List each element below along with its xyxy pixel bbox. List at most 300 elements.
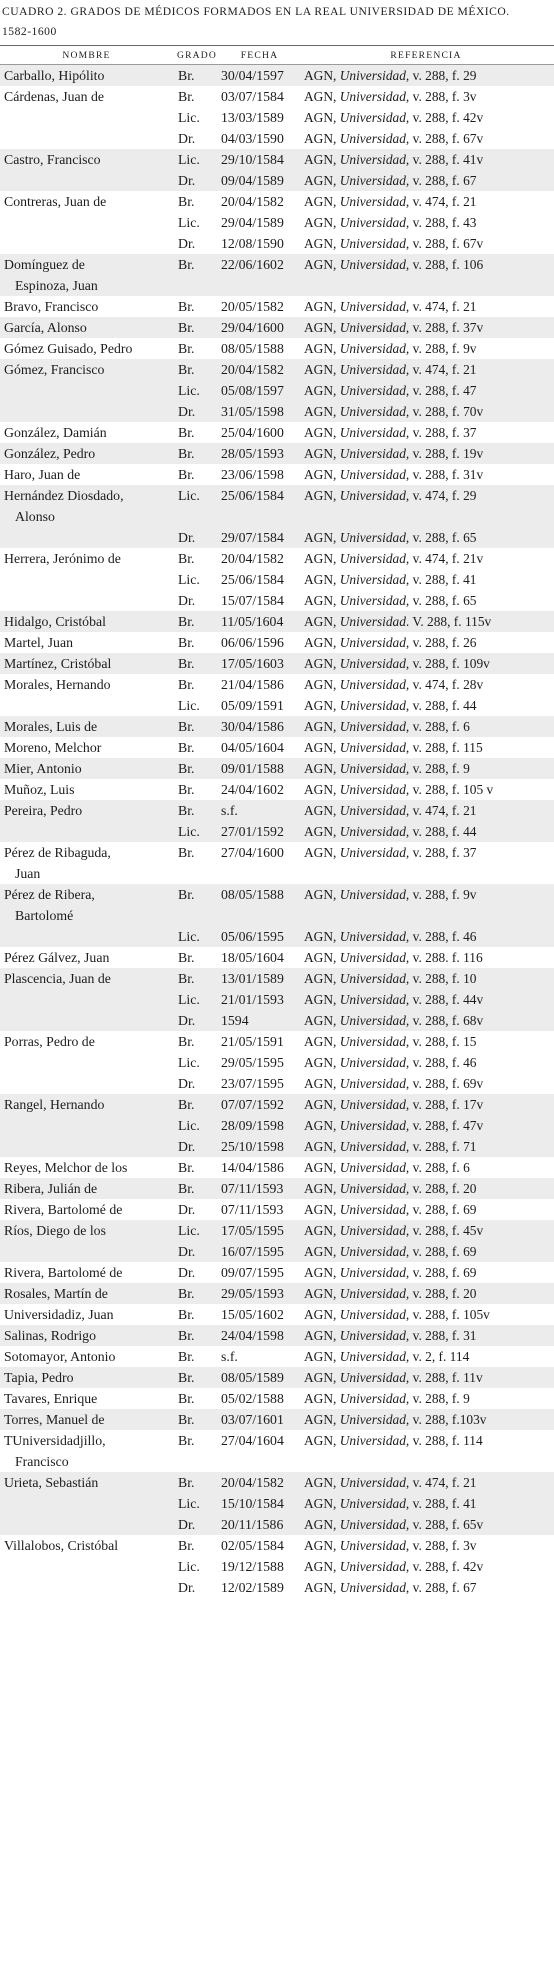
reference-fund: Universidad — [339, 446, 406, 461]
reference-archive: AGN, — [304, 677, 340, 692]
reference-archive: AGN, — [304, 1118, 340, 1133]
physician-name — [0, 1094, 173, 1115]
date-cell: 06/06/1596 — [221, 635, 284, 650]
date-cell: 20/04/1582 — [221, 362, 284, 377]
reference-cell — [298, 464, 554, 485]
physician-name — [0, 317, 173, 338]
reference-archive: AGN, — [304, 341, 340, 356]
date-cell: 25/04/1600 — [221, 425, 284, 440]
reference-volume-folio: , v. 288, f. 20 — [405, 1181, 477, 1196]
reference-volume-folio: , v. 288, f. 65v — [405, 1517, 484, 1532]
degree-cell: Lic. — [178, 1055, 200, 1070]
reference-cell — [298, 611, 554, 632]
reference-volume-folio: , v. 474, f. 21 — [405, 299, 477, 314]
reference-volume-folio: , v. 288, f. 105 v — [405, 782, 494, 797]
reference-fund: Universidad — [339, 593, 406, 608]
reference-cell — [298, 401, 554, 422]
table-row — [0, 464, 554, 485]
date-cell: 31/05/1598 — [221, 404, 284, 419]
reference-volume-folio: , v. 288, f. 69 — [405, 1244, 477, 1259]
reference-archive: AGN, — [304, 1391, 340, 1406]
physician-name — [0, 1409, 173, 1430]
reference-cell — [298, 65, 554, 86]
reference-fund: Universidad — [339, 929, 406, 944]
degree-cell: Br. — [178, 1433, 195, 1448]
table-row — [0, 317, 554, 338]
degree-cell: Br. — [178, 635, 195, 650]
degree-cell: Dr. — [178, 530, 196, 545]
physician-name — [0, 674, 173, 695]
name-line: Castro, Francisco — [4, 152, 101, 167]
table-row — [0, 1283, 554, 1304]
reference-volume-folio: , v. 288, f. 31v — [405, 467, 484, 482]
degree-cell: Dr. — [178, 236, 196, 251]
table-row — [0, 779, 554, 800]
physician-name — [0, 947, 173, 968]
reference-fund: Universidad — [339, 1034, 406, 1049]
date-cell: s.f. — [221, 803, 238, 818]
reference-archive: AGN, — [304, 656, 340, 671]
reference-cell — [298, 149, 554, 170]
degree-cell: Br. — [178, 656, 195, 671]
reference-fund: Universidad — [339, 1139, 406, 1154]
date-cell: 21/05/1591 — [221, 1034, 284, 1049]
reference-cell — [298, 674, 554, 695]
physician-name — [0, 65, 173, 86]
reference-fund: Universidad — [339, 1412, 406, 1427]
table-row — [0, 296, 554, 317]
reference-archive: AGN, — [304, 1223, 340, 1238]
degree-cell: Br. — [178, 68, 195, 83]
name-line: Gómez, Francisco — [4, 362, 105, 377]
table-row — [0, 1388, 554, 1409]
physician-name — [0, 1577, 173, 1598]
reference-archive: AGN, — [304, 173, 340, 188]
reference-cell — [298, 1577, 554, 1598]
reference-cell — [298, 107, 554, 128]
table-row — [0, 380, 554, 401]
name-line: Tavares, Enrique — [4, 1391, 98, 1406]
reference-archive: AGN, — [304, 404, 340, 419]
degree-cell: Lic. — [178, 110, 200, 125]
table-row — [0, 737, 554, 758]
reference-volume-folio: , v. 288, f. 6 — [405, 719, 470, 734]
reference-fund: Universidad — [339, 1265, 406, 1280]
degree-cell: Lic. — [178, 488, 200, 503]
physician-name — [0, 1157, 173, 1178]
reference-cell — [298, 1052, 554, 1073]
reference-archive: AGN, — [304, 1013, 340, 1028]
table-row — [0, 947, 554, 968]
date-cell: 18/05/1604 — [221, 950, 284, 965]
name-line: Rangel, Hernando — [4, 1097, 105, 1112]
reference-volume-folio: , v. 288, f. 3v — [405, 1538, 477, 1553]
reference-archive: AGN, — [304, 236, 340, 251]
table-row — [0, 1346, 554, 1367]
table-row — [0, 968, 554, 989]
reference-archive: AGN, — [304, 362, 340, 377]
table-row — [0, 590, 554, 611]
physician-name — [0, 1388, 173, 1409]
reference-archive: AGN, — [304, 425, 340, 440]
physician-name — [0, 1283, 173, 1304]
reference-volume-folio: , v. 288, f. 44 — [405, 698, 477, 713]
reference-archive: AGN, — [304, 1580, 340, 1595]
table-row — [0, 1241, 554, 1262]
table-row — [0, 1157, 554, 1178]
name-line: Domínguez de — [4, 257, 85, 272]
reference-archive: AGN, — [304, 782, 340, 797]
date-cell: 21/01/1593 — [221, 992, 284, 1007]
physician-name — [0, 716, 173, 737]
table-row — [0, 107, 554, 128]
name-line: García, Alonso — [4, 320, 87, 335]
degree-cell: Lic. — [178, 215, 200, 230]
reference-volume-folio: , v. 288, f. 105v — [405, 1307, 490, 1322]
reference-cell — [298, 1535, 554, 1556]
degree-cell: Dr. — [178, 1013, 196, 1028]
table-row — [0, 1052, 554, 1073]
reference-archive: AGN, — [304, 89, 340, 104]
table-row — [0, 1556, 554, 1577]
reference-volume-folio: , v. 288, f. 31 — [405, 1328, 477, 1343]
degree-cell: Br. — [178, 1328, 195, 1343]
table-row — [0, 1304, 554, 1325]
reference-archive: AGN, — [304, 803, 340, 818]
table-row — [0, 548, 554, 569]
reference-fund: Universidad — [339, 1202, 406, 1217]
reference-archive: AGN, — [304, 845, 340, 860]
reference-fund: Universidad — [339, 1118, 406, 1133]
reference-fund: Universidad — [339, 950, 406, 965]
reference-fund: Universidad — [339, 1307, 406, 1322]
name-line: González, Pedro — [4, 446, 96, 461]
table-row — [0, 1577, 554, 1598]
name-line: Morales, Luis de — [4, 719, 98, 734]
physician-name — [0, 695, 173, 716]
reference-volume-folio: , v. 288, f. 9 — [405, 761, 470, 776]
degree-cell: Lic. — [178, 698, 200, 713]
reference-volume-folio: , v. 288, f. 20 — [405, 1286, 477, 1301]
degree-cell: Br. — [178, 1475, 195, 1490]
reference-fund: Universidad — [339, 572, 406, 587]
reference-cell — [298, 1157, 554, 1178]
date-cell: 13/01/1589 — [221, 971, 284, 986]
date-cell: 07/11/1593 — [221, 1202, 284, 1217]
date-cell: 27/04/1600 — [221, 845, 284, 860]
date-cell: 07/11/1593 — [221, 1181, 284, 1196]
table-row — [0, 632, 554, 653]
date-cell: 15/07/1584 — [221, 593, 284, 608]
degree-cell: Dr. — [178, 404, 196, 419]
reference-archive: AGN, — [304, 1034, 340, 1049]
reference-volume-folio: , v. 288, f. 67v — [405, 236, 484, 251]
degree-cell: Br. — [178, 1349, 195, 1364]
degree-cell: Dr. — [178, 1517, 196, 1532]
reference-archive: AGN, — [304, 1202, 340, 1217]
date-cell: 28/09/1598 — [221, 1118, 284, 1133]
name-line: Bravo, Francisco — [4, 299, 99, 314]
name-line: Plascencia, Juan de — [4, 971, 111, 986]
reference-archive: AGN, — [304, 110, 340, 125]
physician-name — [0, 653, 173, 674]
reference-cell — [298, 716, 554, 737]
name-line: Tapia, Pedro — [4, 1370, 74, 1385]
reference-fund: Universidad — [339, 824, 406, 839]
date-cell: 29/04/1600 — [221, 320, 284, 335]
table-row — [0, 884, 554, 926]
reference-cell — [298, 1220, 554, 1241]
physician-name — [0, 254, 173, 296]
table-row — [0, 611, 554, 632]
caption-years: 1582-1600 — [2, 25, 57, 38]
reference-archive: AGN, — [304, 1475, 340, 1490]
date-cell: 1594 — [221, 1013, 249, 1028]
date-cell: 07/07/1592 — [221, 1097, 284, 1112]
reference-volume-folio: , v. 288, f. 37v — [405, 320, 484, 335]
physician-name — [0, 191, 173, 212]
table-row — [0, 695, 554, 716]
degree-cell: Br. — [178, 320, 195, 335]
reference-volume-folio: , v. 288, f. 42v — [405, 110, 484, 125]
degree-cell: Lic. — [178, 1118, 200, 1133]
reference-cell — [298, 380, 554, 401]
reference-cell — [298, 737, 554, 758]
reference-archive: AGN, — [304, 1181, 340, 1196]
reference-cell — [298, 1136, 554, 1157]
reference-cell — [298, 338, 554, 359]
table-row — [0, 1430, 554, 1472]
degree-cell: Br. — [178, 971, 195, 986]
physician-name — [0, 338, 173, 359]
physician-name — [0, 107, 173, 128]
reference-cell — [298, 1514, 554, 1535]
degree-cell: Br. — [178, 719, 195, 734]
table-row — [0, 674, 554, 695]
date-cell: 05/06/1595 — [221, 929, 284, 944]
degree-cell: Lic. — [178, 824, 200, 839]
physician-name — [0, 611, 173, 632]
table-row — [0, 1199, 554, 1220]
reference-fund: Universidad — [339, 89, 406, 104]
physician-name — [0, 1556, 173, 1577]
table-row — [0, 716, 554, 737]
reference-volume-folio: , v. 288, f. 68v — [405, 1013, 484, 1028]
table-row — [0, 1262, 554, 1283]
degree-cell: Lic. — [178, 383, 200, 398]
physician-name — [0, 1472, 173, 1493]
reference-volume-folio: , v. 288, f. 19v — [405, 446, 484, 461]
degree-cell: Br. — [178, 89, 195, 104]
degree-cell: Br. — [178, 950, 195, 965]
table-row — [0, 1115, 554, 1136]
reference-cell — [298, 1010, 554, 1031]
physician-name — [0, 800, 173, 821]
reference-archive: AGN, — [304, 1055, 340, 1070]
name-line: Ríos, Diego de los — [4, 1223, 106, 1238]
reference-archive: AGN, — [304, 719, 340, 734]
degree-cell: Dr. — [178, 593, 196, 608]
degree-cell: Br. — [178, 467, 195, 482]
physician-name — [0, 1220, 173, 1241]
reference-archive: AGN, — [304, 551, 340, 566]
reference-fund: Universidad — [339, 677, 406, 692]
physician-name — [0, 1115, 173, 1136]
date-cell: 17/05/1595 — [221, 1223, 284, 1238]
physician-name — [0, 968, 173, 989]
reference-cell — [298, 695, 554, 716]
reference-cell — [298, 968, 554, 989]
reference-cell — [298, 821, 554, 842]
table-row — [0, 191, 554, 212]
physician-name — [0, 1073, 173, 1094]
reference-archive: AGN, — [304, 593, 340, 608]
degree-cell: Br. — [178, 446, 195, 461]
physician-name — [0, 443, 173, 464]
reference-archive: AGN, — [304, 194, 340, 209]
reference-archive: AGN, — [304, 1160, 340, 1175]
reference-archive: AGN, — [304, 824, 340, 839]
degree-cell: Br. — [178, 1370, 195, 1385]
reference-archive: AGN, — [304, 1349, 340, 1364]
reference-volume-folio: , v. 288, f. 29 — [405, 68, 477, 83]
table-row — [0, 821, 554, 842]
degree-cell: Br. — [178, 194, 195, 209]
reference-archive: AGN, — [304, 1538, 340, 1553]
date-cell: 09/07/1595 — [221, 1265, 284, 1280]
reference-cell — [298, 590, 554, 611]
physician-name — [0, 1010, 173, 1031]
reference-fund: Universidad — [339, 698, 406, 713]
reference-cell — [298, 485, 554, 527]
date-cell: 24/04/1602 — [221, 782, 284, 797]
reference-fund: Universidad — [339, 992, 406, 1007]
reference-cell — [298, 86, 554, 107]
table-row — [0, 485, 554, 527]
name-line: Moreno, Melchor — [4, 740, 102, 755]
physician-name — [0, 632, 173, 653]
reference-archive: AGN, — [304, 1433, 340, 1448]
date-cell: 30/04/1597 — [221, 68, 284, 83]
degree-cell: Lic. — [178, 572, 200, 587]
reference-archive: AGN, — [304, 635, 340, 650]
reference-volume-folio: , v. 288, f. 6 — [405, 1160, 470, 1175]
name-continuation: Espinoza, Juan — [15, 278, 98, 293]
reference-archive: AGN, — [304, 68, 340, 83]
degree-cell: Br. — [178, 1034, 195, 1049]
reference-fund: Universidad — [339, 1181, 406, 1196]
reference-fund: Universidad — [339, 236, 406, 251]
reference-fund: Universidad — [339, 1475, 406, 1490]
reference-archive: AGN, — [304, 1517, 340, 1532]
table-row — [0, 1010, 554, 1031]
caption-title: CUADRO 2. GRADOS DE MÉDICOS FORMADOS EN LA REAL UNIVERSIDAD DE MÉXICO. — [2, 5, 510, 18]
reference-volume-folio: , v. 288, f. 67 — [405, 1580, 477, 1595]
reference-volume-folio: , v. 288, f. 69 — [405, 1202, 477, 1217]
reference-archive: AGN, — [304, 446, 340, 461]
reference-fund: Universidad — [339, 1517, 406, 1532]
table-caption — [0, 0, 554, 42]
date-cell: 21/04/1586 — [221, 677, 284, 692]
table-row — [0, 170, 554, 191]
table-row — [0, 422, 554, 443]
date-cell: 29/10/1584 — [221, 152, 284, 167]
physician-name — [0, 569, 173, 590]
reference-cell — [298, 1346, 554, 1367]
name-line: Pereira, Pedro — [4, 803, 83, 818]
degree-cell: Dr. — [178, 1202, 196, 1217]
reference-fund: Universidad — [339, 1055, 406, 1070]
date-cell: s.f. — [221, 1349, 238, 1364]
reference-fund: Universidad — [339, 1538, 406, 1553]
reference-fund: Universidad — [339, 1433, 406, 1448]
reference-archive: AGN, — [304, 257, 340, 272]
reference-archive: AGN, — [304, 572, 340, 587]
reference-fund: Universidad — [339, 131, 406, 146]
degree-cell: Lic. — [178, 152, 200, 167]
reference-volume-folio: , v. 288, f. 47 — [405, 383, 477, 398]
reference-fund: Universidad — [339, 803, 406, 818]
date-cell: 08/05/1588 — [221, 341, 284, 356]
physician-name — [0, 1493, 173, 1514]
physician-name — [0, 1325, 173, 1346]
table-row — [0, 359, 554, 380]
reference-volume-folio: , v. 288, f. 9v — [405, 887, 477, 902]
physician-name — [0, 737, 173, 758]
reference-fund: Universidad — [339, 971, 406, 986]
reference-cell — [298, 842, 554, 884]
reference-archive: AGN, — [304, 1412, 340, 1427]
reference-volume-folio: , v. 288, f. 46 — [405, 1055, 477, 1070]
reference-volume-folio: , v. 288, f. 11v — [405, 1370, 483, 1385]
degree-cell: Br. — [178, 845, 195, 860]
physician-name — [0, 842, 173, 884]
name-line: Carballo, Hipólito — [4, 68, 105, 83]
reference-archive: AGN, — [304, 992, 340, 1007]
degree-cell: Br. — [178, 257, 195, 272]
reference-volume-folio: , v. 288, f.103v — [405, 1412, 487, 1427]
reference-volume-folio: , v. 474, f. 21v — [405, 551, 484, 566]
reference-archive: AGN, — [304, 1244, 340, 1259]
reference-archive: AGN, — [304, 299, 340, 314]
reference-volume-folio: , v. 288, f. 41 — [405, 572, 477, 587]
reference-fund: Universidad — [339, 887, 406, 902]
reference-archive: AGN, — [304, 929, 340, 944]
reference-fund: Universidad — [339, 1370, 406, 1385]
table-row — [0, 254, 554, 296]
date-cell: 09/04/1589 — [221, 173, 284, 188]
degree-cell: Br. — [178, 299, 195, 314]
reference-fund: Universidad — [339, 1286, 406, 1301]
table-row — [0, 1367, 554, 1388]
date-cell: 25/06/1584 — [221, 488, 284, 503]
table-row — [0, 653, 554, 674]
reference-volume-folio: , v. 288, f. 10 — [405, 971, 477, 986]
date-cell: 15/10/1584 — [221, 1496, 284, 1511]
reference-fund: Universidad — [339, 1097, 406, 1112]
table-row — [0, 1136, 554, 1157]
physician-name — [0, 1178, 173, 1199]
physician-name — [0, 1514, 173, 1535]
reference-fund: Universidad — [339, 719, 406, 734]
reference-archive: AGN, — [304, 761, 340, 776]
date-cell: 16/07/1595 — [221, 1244, 284, 1259]
reference-cell — [298, 170, 554, 191]
name-line: Hernández Diosdado, — [4, 488, 124, 503]
degree-cell: Br. — [178, 1160, 195, 1175]
reference-cell — [298, 128, 554, 149]
reference-cell — [298, 527, 554, 548]
